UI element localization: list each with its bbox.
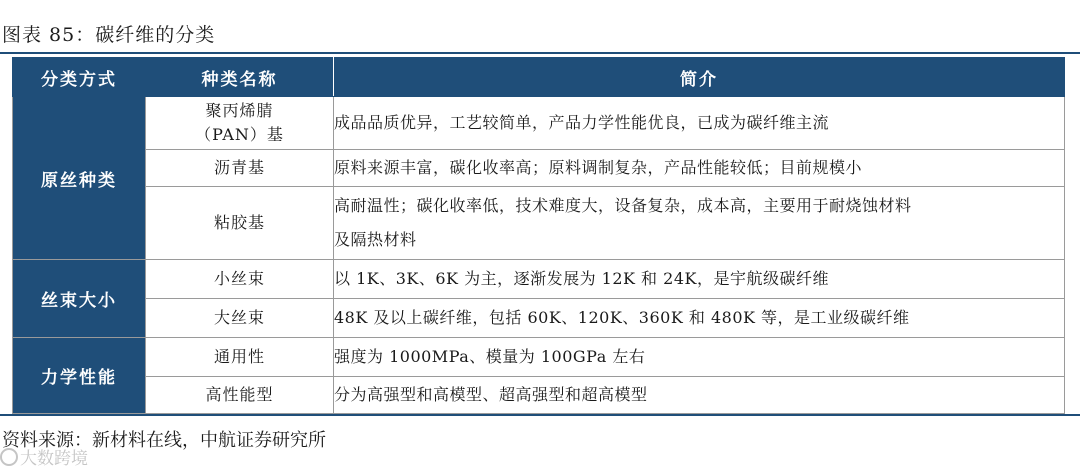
header-classification-method: 分类方式 bbox=[13, 58, 146, 97]
table-header-row bbox=[13, 58, 1065, 97]
type-cell-high-performance: 高性能型 bbox=[146, 377, 334, 414]
table-row bbox=[13, 97, 1065, 150]
watermark-logo-icon bbox=[0, 448, 18, 466]
type-label-line: 聚丙烯腈 bbox=[205, 101, 274, 120]
carbon-fiber-classification-table bbox=[12, 57, 1065, 414]
type-cell-pitch: 沥青基 bbox=[146, 150, 334, 187]
table-row bbox=[13, 299, 1065, 338]
top-rule bbox=[0, 52, 1080, 54]
type-cell-general: 通用性 bbox=[146, 338, 334, 377]
table-row bbox=[13, 150, 1065, 187]
header-description: 简介 bbox=[334, 58, 1065, 97]
type-cell-large-tow: 大丝束 bbox=[146, 299, 334, 338]
category-cell-mechanical: 力学性能 bbox=[13, 338, 146, 414]
category-cell-tow-size: 丝束大小 bbox=[13, 260, 146, 338]
desc-cell-large-tow: 48K 及以上碳纤维，包括 60K、120K、360K 和 480K 等，是工业级碳纤维 bbox=[334, 299, 1065, 338]
desc-line: 及隔热材料 bbox=[334, 230, 417, 249]
bottom-rule bbox=[0, 414, 1080, 416]
desc-line: 高耐温性；碳化收率低，技术难度大，设备复杂，成本高，主要用于耐烧蚀材料 bbox=[334, 196, 912, 215]
header-type-name: 种类名称 bbox=[146, 58, 334, 97]
watermark-text: 大数跨境 bbox=[20, 449, 88, 469]
table-row bbox=[13, 377, 1065, 414]
source-note: 资料来源：新材料在线，中航证券研究所 bbox=[2, 430, 326, 451]
figure-title: 图表 85：碳纤维的分类 bbox=[2, 24, 216, 46]
desc-cell-viscose bbox=[334, 187, 1065, 260]
type-cell-pan bbox=[146, 97, 334, 150]
watermark bbox=[0, 444, 88, 469]
desc-cell-pitch: 原料来源丰富，碳化收率高；原料调制复杂，产品性能较低；目前规模小 bbox=[334, 150, 1065, 187]
desc-cell-pan: 成品品质优异，工艺较简单，产品力学性能优良，已成为碳纤维主流 bbox=[334, 97, 1065, 150]
table-row bbox=[13, 338, 1065, 377]
table-row bbox=[13, 187, 1065, 260]
type-label-line: （PAN）基 bbox=[195, 125, 284, 144]
desc-cell-high-performance: 分为高强型和高模型、超高强型和超高模型 bbox=[334, 377, 1065, 414]
type-cell-small-tow: 小丝束 bbox=[146, 260, 334, 299]
desc-cell-small-tow: 以 1K、3K、6K 为主，逐渐发展为 12K 和 24K，是宇航级碳纤维 bbox=[334, 260, 1065, 299]
category-cell-precursor: 原丝种类 bbox=[13, 97, 146, 260]
type-cell-viscose: 粘胶基 bbox=[146, 187, 334, 260]
desc-cell-general: 强度为 1000MPa、模量为 100GPa 左右 bbox=[334, 338, 1065, 377]
table-row bbox=[13, 260, 1065, 299]
